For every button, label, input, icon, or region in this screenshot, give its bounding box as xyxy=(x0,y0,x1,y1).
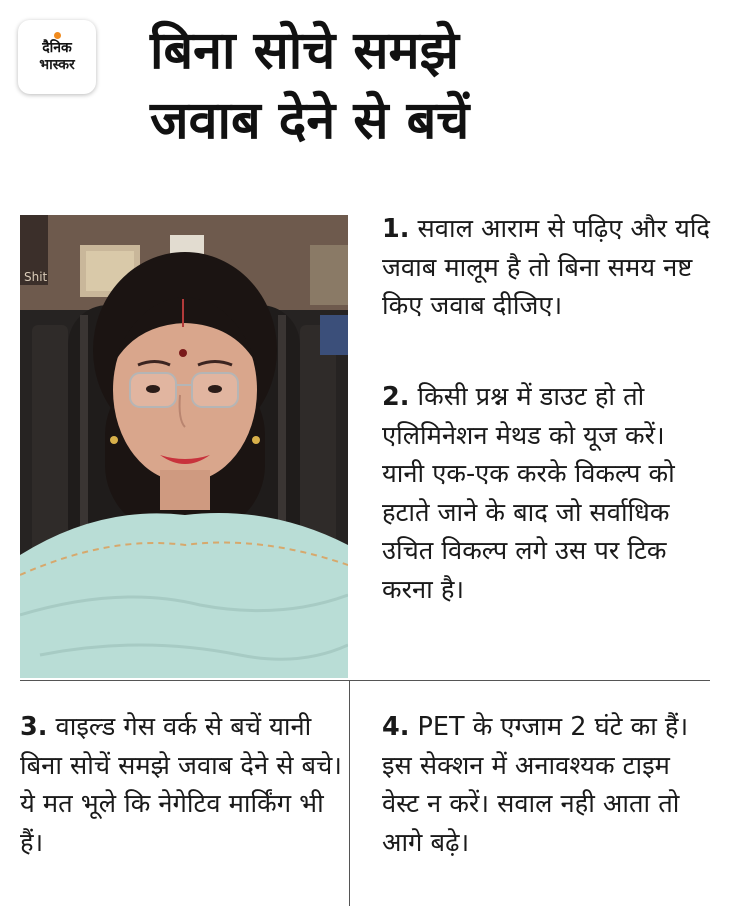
tip-3-text: वाइल्ड गेस वर्क से बचें यानी बिना सोचें समझे जवाब देने से बचे। ये मत भूले कि नेगेटिव मार्किंग भी हैं। xyxy=(20,712,342,858)
tip-2-number: 2. xyxy=(382,382,410,412)
headline xyxy=(150,16,710,156)
tip-2 xyxy=(382,378,712,609)
portrait-photo xyxy=(20,215,348,678)
brand-logo xyxy=(18,20,96,94)
tip-2-text: किसी प्रश्न में डाउट हो तो एलिमिनेशन मेथड को यूज करें। यानी एक-एक करके विकल्प को हटाते जाने के बाद जो सर्वाधिक उचित विकल्प लगे उस पर टिक करना है। xyxy=(382,382,675,605)
tip-4-number: 4. xyxy=(382,712,410,742)
tip-3-number: 3. xyxy=(20,712,48,742)
poster-text: Shit xyxy=(24,270,48,284)
logo-line1: दैनिक xyxy=(42,40,72,56)
tip-3 xyxy=(20,708,350,862)
tip-1 xyxy=(382,210,712,326)
tip-4 xyxy=(382,708,712,862)
tip-1-text: सवाल आराम से पढ़िए और यदि जवाब मालूम है तो बिना समय नष्ट किए जवाब दीजिए। xyxy=(382,214,710,321)
horizontal-divider xyxy=(20,680,710,681)
tip-1-number: 1. xyxy=(382,214,410,244)
headline-line2: जवाब देने से बचें xyxy=(150,91,470,151)
tip-4-text: PET के एग्जाम 2 घंटे का हैं। इस सेक्शन में अनावश्यक टाइम वेस्ट न करें। सवाल नही आता तो आगे बढ़े। xyxy=(382,712,689,858)
logo-line2: भास्कर xyxy=(39,57,75,73)
headline-line1: बिना सोचे समझे xyxy=(150,21,459,81)
logo-dot-icon xyxy=(54,32,61,39)
